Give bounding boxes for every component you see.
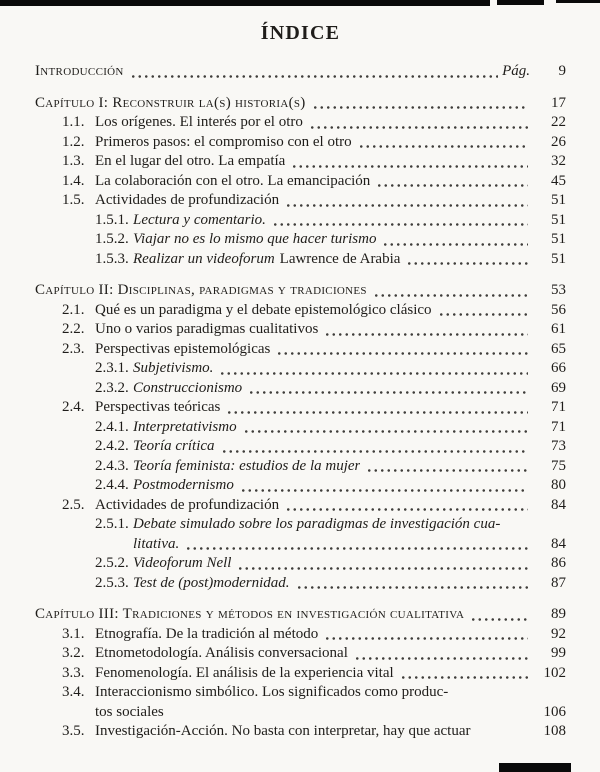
scan-artifact-top-mid — [497, 0, 544, 5]
toc-entry-page: 99 — [551, 645, 566, 661]
toc-entry-label: litativa. — [133, 535, 180, 552]
toc-entry — [35, 191, 566, 211]
toc-entry-number: 2.4.3. — [95, 457, 129, 474]
dot-leader — [243, 430, 528, 433]
toc-entry — [35, 359, 566, 379]
toc-entry-number: 2.4.2. — [95, 438, 129, 454]
dot-leader — [438, 313, 528, 316]
dot-leader — [130, 75, 498, 78]
dot-leader — [376, 184, 528, 187]
toc-entry-label: Actividades de profundización — [95, 496, 280, 513]
toc-entry — [35, 152, 566, 172]
toc-entry — [35, 605, 566, 625]
toc-entry-number: 1.5.2. — [95, 231, 129, 247]
toc-entry-number: 3.1. — [62, 625, 85, 642]
toc-entry — [35, 418, 566, 438]
toc-entry-page: 56 — [551, 301, 566, 318]
dot-leader — [506, 528, 562, 531]
toc-entry — [35, 703, 566, 723]
page-column-label: Pág. — [502, 63, 530, 79]
toc-entry-number: 2.3. — [62, 340, 85, 357]
toc-entry-page: 51 — [551, 192, 566, 208]
toc-entry-page: 69 — [551, 379, 566, 396]
toc-entry-label: Capítulo III: Tradiciones y métodos en investigación cualitativa — [35, 606, 465, 622]
scan-artifact-top-right — [556, 0, 600, 3]
toc-entry-page: 73 — [551, 438, 566, 454]
toc-entry-label: Etnografía. De la tradición al método — [95, 625, 319, 642]
toc-entry-label: Interpretativismo — [133, 418, 237, 435]
toc-entry-page: 22 — [551, 114, 566, 130]
toc-entry-page: 102 — [543, 664, 566, 681]
dot-leader — [240, 489, 528, 492]
toc-entry-page: 53 — [551, 282, 566, 298]
toc-entry-label-roman: Lawrence de Arabia — [279, 250, 401, 267]
toc-entry-number: 2.3.1. — [95, 360, 129, 376]
toc-entry-label: Perspectivas teóricas — [95, 399, 221, 415]
toc-entry-label: En el lugar del otro. La empatía — [95, 153, 286, 169]
toc-entry — [35, 281, 566, 301]
toc-entry-number: 2.4.1. — [95, 418, 129, 435]
toc-entry-label: Debate simulado sobre los paradigmas de investigación cua- — [133, 516, 501, 532]
dot-leader — [309, 126, 528, 129]
toc-entry — [35, 574, 566, 594]
dot-leader — [285, 508, 528, 511]
toc-entry-number: 2.4. — [62, 399, 85, 415]
toc-entry-page: 32 — [551, 153, 566, 169]
toc-entry — [35, 437, 566, 457]
toc-entry — [35, 644, 566, 664]
dot-leader — [185, 547, 528, 550]
toc-entry — [35, 340, 566, 360]
dot-leader — [219, 372, 528, 375]
toc-entry — [35, 301, 566, 321]
toc-entry — [35, 722, 566, 742]
toc-entry-label: Subjetivismo. — [133, 360, 214, 376]
dot-leader — [312, 106, 528, 109]
dot-leader — [296, 586, 528, 589]
toc-entry-page: 65 — [551, 340, 566, 357]
toc-entry — [35, 320, 566, 340]
toc-entry — [35, 230, 566, 250]
toc-entry-page: 45 — [551, 172, 566, 189]
dot-leader — [382, 243, 528, 246]
toc-entry-label: Videoforum Nell — [133, 555, 232, 571]
toc-entry-number: 1.5.3. — [95, 250, 129, 267]
dot-leader — [226, 411, 528, 414]
toc-entry-page: 51 — [551, 231, 566, 247]
toc-entry — [35, 94, 566, 114]
toc-entry-number: 2.5.1. — [95, 516, 129, 532]
toc-entry-label: Investigación-Acción. No basta con interpretar, hay que actuar — [95, 723, 471, 739]
toc-entry-label: Etnometodología. Análisis conversacional — [95, 645, 348, 661]
toc-entry — [35, 398, 566, 418]
toc-entry-label: Los orígenes. El interés por el otro — [95, 114, 303, 130]
toc-entry — [35, 476, 566, 496]
toc-entry — [35, 133, 566, 153]
dot-leader — [477, 735, 529, 738]
dot-leader — [454, 696, 562, 699]
dot-leader — [291, 165, 528, 168]
toc-entry-page: 84 — [551, 496, 566, 513]
toc-entry-label: Test de (post)modernidad. — [133, 574, 290, 591]
toc-entry-number: 2.3.2. — [95, 379, 129, 396]
dot-leader — [354, 657, 528, 660]
dot-leader — [324, 637, 528, 640]
toc-entry — [35, 496, 566, 516]
toc-entry — [35, 554, 566, 574]
toc-entry-number: 1.1. — [62, 114, 85, 130]
toc-entry-label: Capítulo II: Disciplinas, paradigmas y tradiciones — [35, 282, 367, 298]
dot-leader — [406, 262, 528, 265]
toc-entry-page: 26 — [551, 133, 566, 150]
dot-leader — [237, 567, 528, 570]
toc-entry-page: 86 — [551, 555, 566, 571]
toc-entry-number: 1.5.1. — [95, 211, 129, 228]
toc-entry — [35, 515, 566, 535]
dot-leader — [324, 333, 528, 336]
toc-entry-label: Perspectivas epistemológicas — [95, 340, 271, 357]
toc-entry — [35, 250, 566, 270]
toc-entry-page: 71 — [551, 418, 566, 435]
toc-entry — [35, 379, 566, 399]
toc-entry-number: 1.5. — [62, 192, 85, 208]
toc-entry-label: Construccionismo — [133, 379, 243, 396]
toc-entry — [35, 457, 566, 477]
toc-entry-label: Realizar un videoforum — [133, 250, 275, 267]
toc-entry-page: 9 — [558, 63, 566, 79]
toc-entry-label: Qué es un paradigma y el debate epistemológico clásico — [95, 301, 432, 318]
dot-leader — [221, 450, 528, 453]
toc-entry-label: Interaccionismo simbólico. Los significados como produc- — [95, 684, 449, 700]
toc-entry-number: 2.2. — [62, 321, 85, 337]
toc-entry — [35, 172, 566, 192]
toc-entry-number: 1.3. — [62, 153, 85, 169]
toc-entry-page: 71 — [551, 399, 566, 415]
toc-entry-label: Fenomenología. El análisis de la experiencia vital — [95, 664, 394, 681]
toc-entry-label: Introducción — [35, 63, 124, 79]
toc-entry-number: 3.3. — [62, 664, 85, 681]
dot-leader — [170, 715, 528, 718]
toc-entry-label: tos sociales — [95, 703, 164, 720]
toc-entry-number: 2.1. — [62, 301, 85, 318]
toc-entry-label: Capítulo I: Reconstruir la(s) historia(s) — [35, 94, 306, 111]
dot-leader — [285, 204, 528, 207]
toc-entry-page: 106 — [543, 703, 566, 720]
toc-entry-number: 3.4. — [62, 684, 85, 700]
toc-entry-number: 2.5.3. — [95, 574, 129, 591]
toc-entry — [35, 535, 566, 555]
toc-entry-label: Actividades de profundización — [95, 192, 280, 208]
toc-entry-page: 51 — [551, 250, 566, 267]
dot-leader — [400, 676, 528, 679]
toc-entry — [35, 62, 566, 82]
toc-entry-number: 3.2. — [62, 645, 85, 661]
dot-leader — [366, 469, 528, 472]
toc-entry-label: Lectura y comentario. — [133, 211, 266, 228]
toc-entry-page: 92 — [551, 625, 566, 642]
toc-entry-page: 66 — [551, 360, 566, 376]
toc-entry-label: Viajar no es lo mismo que hacer turismo — [133, 231, 377, 247]
toc-entry-number: 3.5. — [62, 723, 85, 739]
toc-entry-page: 61 — [551, 321, 566, 337]
scan-artifact-bottom-right — [499, 763, 571, 772]
toc-list — [35, 62, 566, 742]
toc-entry-label: Primeros pasos: el compromiso con el otro — [95, 133, 352, 150]
dot-leader — [276, 352, 528, 355]
toc-entry-number: 1.4. — [62, 172, 85, 189]
toc-entry-page: 17 — [551, 94, 566, 111]
toc-entry — [35, 625, 566, 645]
toc-entry-page: 89 — [551, 606, 566, 622]
toc-entry-page: 51 — [551, 211, 566, 228]
dot-leader — [272, 223, 528, 226]
toc-entry — [35, 113, 566, 133]
page-title: ÍNDICE — [260, 22, 341, 44]
toc-entry-number: 2.5.2. — [95, 555, 129, 571]
toc-entry-page: 80 — [551, 477, 566, 493]
dot-leader — [373, 294, 528, 297]
toc-entry-page: 75 — [551, 457, 566, 474]
scan-artifact-top-left — [0, 0, 490, 6]
toc-entry-page: 84 — [551, 535, 566, 552]
toc-entry-page: 87 — [551, 574, 566, 591]
dot-leader — [248, 391, 528, 394]
dot-leader — [358, 145, 528, 148]
toc-entry-number: 2.4.4. — [95, 477, 129, 493]
toc-entry-number: 1.2. — [62, 133, 85, 150]
toc-entry-label: Uno o varios paradigmas cualitativos — [95, 321, 319, 337]
toc-entry — [35, 683, 566, 703]
dot-leader — [470, 618, 528, 621]
toc-entry-label: Teoría crítica — [133, 438, 215, 454]
toc-entry-label: La colaboración con el otro. La emancipación — [95, 172, 371, 189]
toc-entry-page: 108 — [543, 723, 566, 739]
toc-entry-label: Postmodernismo — [133, 477, 234, 493]
toc-entry — [35, 211, 566, 231]
toc-entry-label: Teoría feminista: estudios de la mujer — [133, 457, 361, 474]
toc-entry-number: 2.5. — [62, 496, 85, 513]
toc-entry — [35, 664, 566, 684]
